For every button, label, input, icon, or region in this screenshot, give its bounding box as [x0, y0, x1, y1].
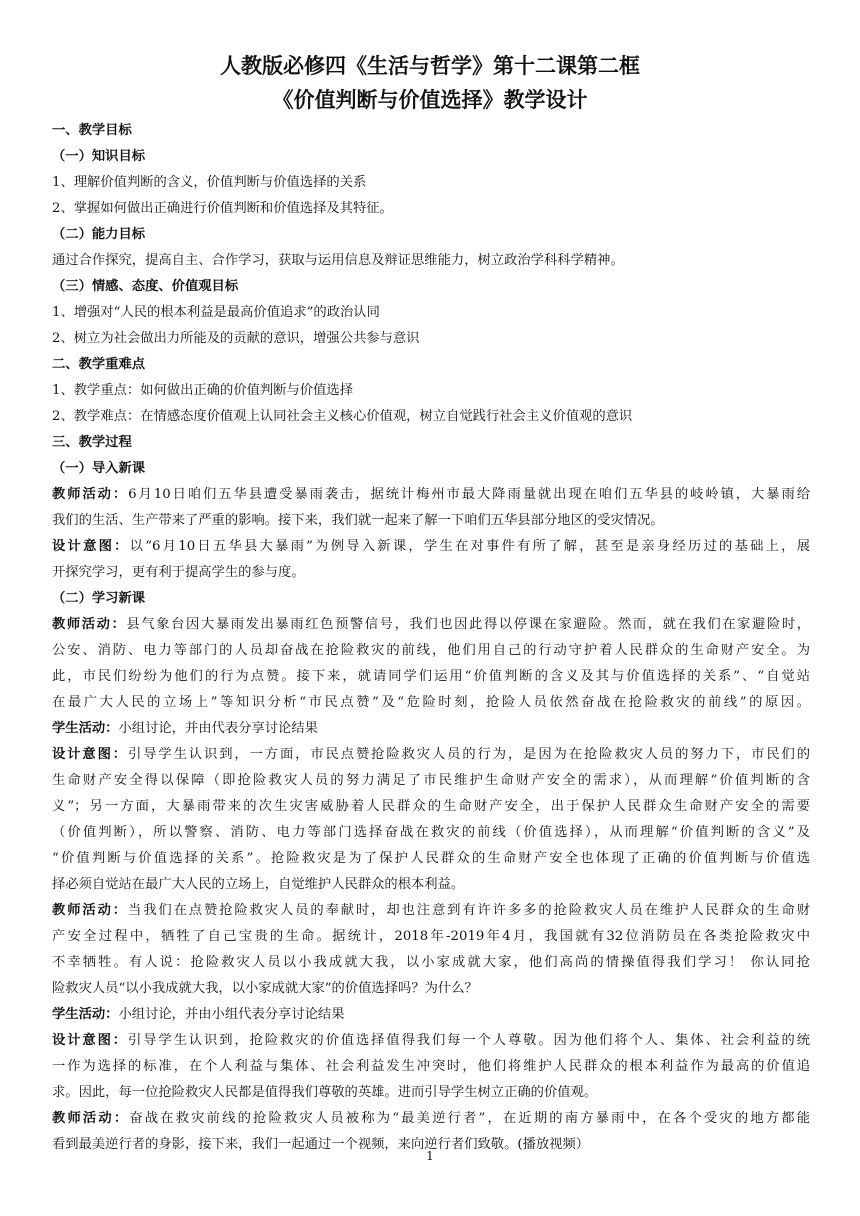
paragraph-line: 看到最美逆行者的身影，接下来，我们一起通过一个视频，来向逆行者们致敬。(播放视频）: [52, 1137, 590, 1152]
section-heading: （二）学习新课: [52, 591, 146, 606]
paragraph-line: 2、树立为社会做出力所能及的贡献的意识，增强公共参与意识: [52, 331, 420, 346]
section-heading: （三）情感、态度、价值观目标: [52, 279, 239, 294]
labeled-paragraph-line: [52, 534, 810, 560]
section-heading: 一、教学目标: [52, 123, 132, 138]
labeled-paragraph-line: [52, 742, 810, 768]
paragraph-line: 1、教学重点：如何做出正确的价值判断与价值选择: [52, 383, 353, 398]
paragraph-line: 在最广大人民的立场上”等知识分析“市民点赞”及“危险时刻，抢险人员依然奋战在抢险救灾的前线”的原因。: [52, 695, 810, 710]
activity-label: 教师活动：: [52, 487, 129, 502]
paragraph-text: 奋战在救灾前线的抢险救灾人员被称为“最美逆行者”，在近期的南方暴雨中，在各个受灾的地方都能: [129, 1111, 810, 1126]
section-heading: （二）能力目标: [52, 227, 146, 242]
paragraph-line: 产安全过程中，牺牲了自己宝贵的生命。据统计，2018年-2019年4月，我国就有32位消防员在各类抢险救灾中: [52, 929, 810, 944]
paragraph-line: 生命财产安全得以保障（即抢险救灾人员的努力满足了市民维护生命财产安全的需求），从而理解“价值判断的含: [52, 773, 810, 788]
activity-label: 教师活动：: [52, 903, 128, 918]
paragraph-line: 求。因此，每一位抢险救灾人民都是值得我们尊敬的英雄。进而引导学生树立正确的价值观。: [52, 1085, 598, 1100]
paragraph-line: 险救灾人员“以小我成就大我，以小家成就大家”的价值选择吗？为什么？: [52, 981, 478, 996]
paragraph-line: 一作为选择的标准，在个人利益与集体、社会利益发生冲突时，他们将维护人民群众的根本利益作为最高的价值追: [52, 1059, 810, 1074]
labeled-paragraph-line: [52, 1106, 810, 1132]
page-number: 1: [426, 1149, 434, 1163]
paragraph-text: 当我们在点赞抢险救灾人员的奉献时，却也注意到有许许多多的抢险救灾人员在维护人民群众的生命财: [128, 903, 810, 918]
document-subtitle: 《价值判断与价值选择》教学设计: [272, 88, 588, 112]
labeled-paragraph-line: [52, 716, 810, 742]
paragraph-line: 2、掌握如何做出正确进行价值判断和价值选择及其特征。: [52, 201, 393, 216]
paragraph-line: 1、理解价值判断的含义，价值判断与价值选择的关系: [52, 175, 367, 190]
document-body: [52, 118, 810, 1158]
section-heading: （一）导入新课: [52, 461, 146, 476]
paragraph-text: 引导学生认识到，抢险救灾的价值选择值得我们每一个人尊敬。因为他们将个人、集体、社会利益的统: [128, 1033, 810, 1048]
labeled-paragraph-line: [52, 482, 810, 508]
paragraph-line: “价值判断与价值选择的关系”。抢险救灾是为了保护人民群众的生命财产安全也体现了正确的价值判断与价值选: [52, 851, 810, 866]
paragraph-text: 小组讨论，并由代表分享讨论结果: [118, 721, 318, 736]
paragraph-text: 以“6月10日五华县大暴雨”为例导入新课，学生在对事件有所了解，甚至是亲身经历过的基础上，展: [129, 539, 810, 554]
paragraph-text: 县气象台因大暴雨发出暴雨红色预警信号，我们也因此得以停课在家避险。然而，就在我们在家避险时，: [126, 617, 810, 632]
paragraph-line: 择必须自觉站在最广大人民的立场上，自觉维护人民群众的根本利益。: [52, 877, 465, 892]
activity-label: 设计意图：: [52, 1033, 128, 1048]
paragraph-line: 不幸牺牲。有人说：抢险救灾人员以小我成就大我，以小家成就大家，他们高尚的情操值得我们学习！ 你认同抢: [52, 955, 810, 970]
paragraph-text: 6月10日咱们五华县遭受暴雨袭击，据统计梅州市最大降雨量就出现在咱们五华县的岐岭镇，大暴雨给: [128, 487, 810, 502]
paragraph-line: （价值判断），所以警察、消防、电力等部门选择奋战在救灾的前线（价值选择），从而理解“价值判断的含义”及: [52, 825, 810, 840]
paragraph-line: 开探究学习，更有利于提高学生的参与度。: [52, 565, 305, 580]
activity-label: 设计意图：: [52, 747, 128, 762]
activity-label: 设计意图：: [52, 539, 130, 554]
paragraph-line: 通过合作探究，提高自主、合作学习，获取与运用信息及辩证思维能力，树立政治学科科学精神。: [52, 253, 624, 268]
labeled-paragraph-line: [52, 1002, 810, 1028]
labeled-paragraph-line: [52, 612, 810, 638]
section-heading: 二、教学重难点: [52, 357, 146, 372]
paragraph-line: 我们的生活、生产带来了严重的影响。接下来，我们就一起来了解一下咱们五华县部分地区的受灾情况。: [52, 513, 664, 528]
activity-label: 学生活动：: [52, 721, 119, 736]
activity-label: 教师活动：: [52, 1111, 130, 1126]
section-heading: （一）知识目标: [52, 149, 146, 164]
paragraph-text: 引导学生认识到，一方面，市民点赞抢险救灾人员的行为，是因为在抢险救灾人员的努力下，市民们的: [128, 747, 810, 762]
paragraph-text: 小组讨论，并由小组代表分享讨论结果: [118, 1007, 345, 1022]
paragraph-line: 义”；另一方面，大暴雨带来的次生灾害威胁着人民群众的生命财产安全，出于保护人民群众生命财产安全的需要: [52, 799, 810, 814]
labeled-paragraph-line: [52, 898, 810, 924]
activity-label: 教师活动：: [52, 617, 127, 632]
activity-label: 学生活动：: [52, 1007, 119, 1022]
paragraph-line: 1、增强对“人民的根本利益是最高价值追求”的政治认同: [52, 305, 380, 320]
paragraph-line: 2、教学难点：在情感态度价值观上认同社会主义核心价值观，树立自觉践行社会主义价值观的意识: [52, 409, 633, 424]
paragraph-line: 此，市民们纷纷为他们的行为点赞。接下来，就请同学们运用“价值判断的含义及其与价值选择的关系”、“自觉站: [52, 669, 810, 684]
labeled-paragraph-line: [52, 1028, 810, 1054]
section-heading: 三、教学过程: [52, 435, 132, 450]
paragraph-line: 公安、消防、电力等部门的人员却奋战在抢险救灾的前线，他们用自己的行动守护着人民群众的生命财产安全。为: [52, 643, 810, 658]
document-title: 人教版必修四《生活与哲学》第十二课第二框: [220, 54, 640, 78]
